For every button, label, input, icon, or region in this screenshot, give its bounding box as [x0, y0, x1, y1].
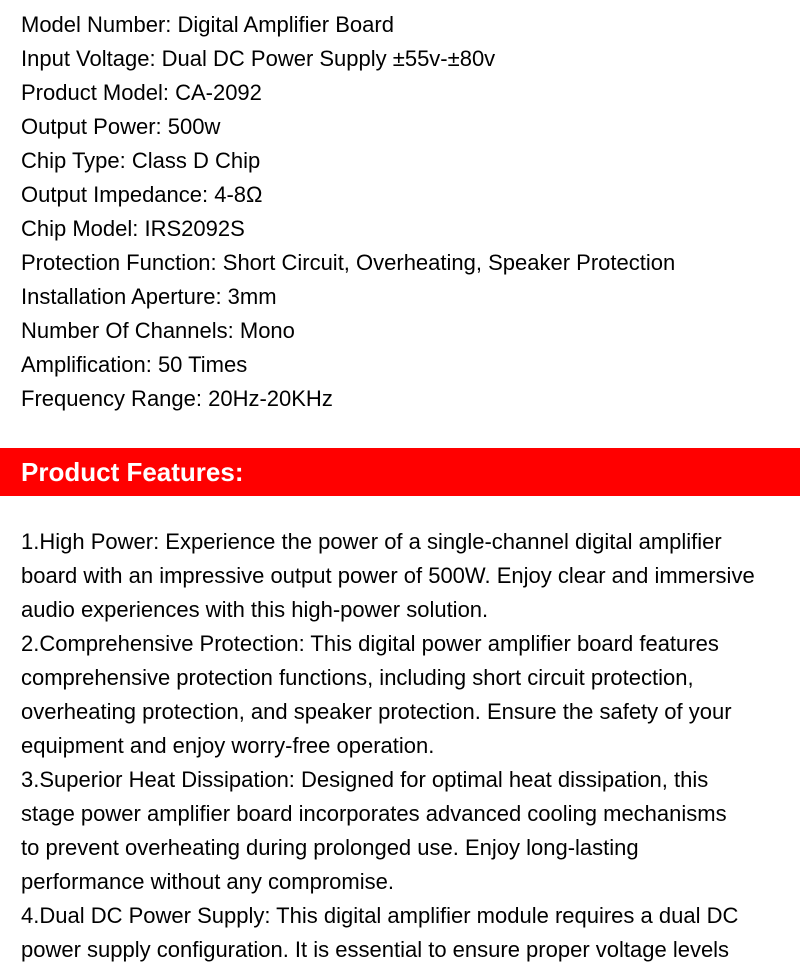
product-features-heading: Product Features: [21, 457, 244, 487]
spec-output-power: Output Power: 500w [21, 114, 221, 139]
feature-line: performance without any compromise. [21, 869, 394, 894]
spec-model-number: Model Number: Digital Amplifier Board [21, 12, 394, 37]
feature-line: board with an impressive output power of 500W. Enjoy clear and immersive [21, 563, 755, 588]
spec-chip-type: Chip Type: Class D Chip [21, 148, 261, 173]
spec-input-voltage: Input Voltage: Dual DC Power Supply ±55v-±80v [21, 46, 496, 71]
feature-line: equipment and enjoy worry-free operation. [21, 733, 435, 758]
feature-line: comprehensive protection functions, including short circuit protection, [21, 665, 694, 690]
spec-output-impedance: Output Impedance: 4-8Ω [21, 182, 263, 207]
spec-chip-model: Chip Model: IRS2092S [21, 216, 245, 241]
feature-line: stage power amplifier board incorporates advanced cooling mechanisms [21, 801, 727, 826]
feature-line: 3.Superior Heat Dissipation: Designed for optimal heat dissipation, this [21, 767, 709, 792]
spec-product-model: Product Model: CA-2092 [21, 80, 262, 105]
features-text [21, 525, 791, 967]
spec-amplification: Amplification: 50 Times [21, 352, 248, 377]
specifications-list [21, 8, 791, 416]
spec-protection-function: Protection Function: Short Circuit, Overheating, Speaker Protection [21, 250, 676, 275]
spec-number-of-channels: Number Of Channels: Mono [21, 318, 295, 343]
feature-line: 2.Comprehensive Protection: This digital power amplifier board features [21, 631, 719, 656]
spec-installation-aperture: Installation Aperture: 3mm [21, 284, 277, 309]
spec-frequency-range: Frequency Range: 20Hz-20KHz [21, 386, 333, 411]
feature-line: 1.High Power: Experience the power of a single-channel digital amplifier [21, 529, 722, 554]
product-features-banner [0, 448, 800, 496]
feature-line: overheating protection, and speaker protection. Ensure the safety of your [21, 699, 732, 724]
feature-line: to prevent overheating during prolonged use. Enjoy long-lasting [21, 835, 639, 860]
feature-line: audio experiences with this high-power solution. [21, 597, 489, 622]
feature-line: power supply configuration. It is essential to ensure proper voltage levels [21, 937, 730, 962]
feature-line: 4.Dual DC Power Supply: This digital amplifier module requires a dual DC [21, 903, 739, 928]
